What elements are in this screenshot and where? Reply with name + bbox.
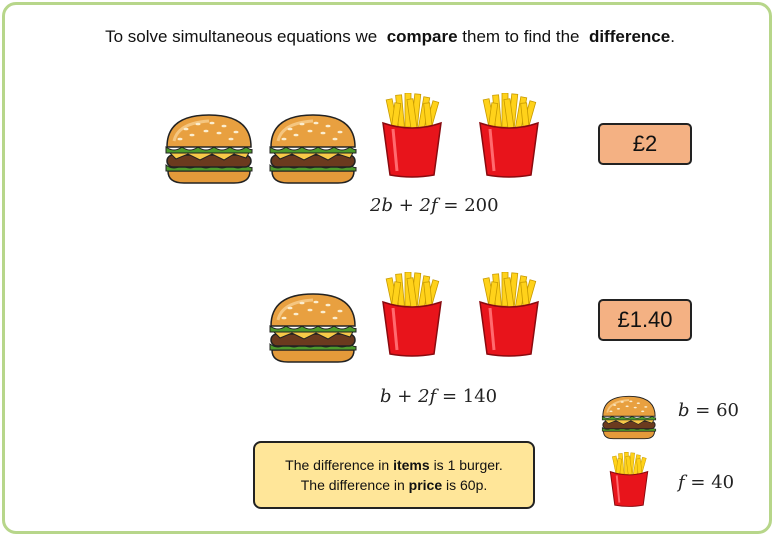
callout-line2-post: is 60p. xyxy=(446,477,488,493)
heading-text-2: them to find the xyxy=(462,27,580,46)
result-equals-b: = xyxy=(695,400,711,421)
eq2-term-f: 2f xyxy=(418,386,437,407)
result-value-b: 60 xyxy=(716,400,739,421)
fries-icon xyxy=(381,93,443,179)
heading-bold-difference: difference xyxy=(588,27,671,46)
eq1-term-f: 2f xyxy=(419,195,438,216)
result-burger-equation xyxy=(678,400,739,421)
eq2-rhs: 140 xyxy=(462,386,498,407)
eq2-equals: = xyxy=(441,386,458,407)
result-var-b: b xyxy=(678,400,690,421)
burger-icon xyxy=(601,395,657,440)
callout-line1-post: is 1 burger. xyxy=(433,457,503,473)
price-box-row2: £1.40 xyxy=(598,299,692,341)
fries-icon xyxy=(381,272,443,358)
burger-icon xyxy=(268,113,358,185)
result-var-f: f xyxy=(678,472,685,493)
fries-icon xyxy=(478,93,540,179)
eq1-rhs: 200 xyxy=(464,195,499,216)
eq1-term-b: 2b xyxy=(370,195,393,216)
eq2-term-b: b xyxy=(380,386,392,407)
result-value-f: 40 xyxy=(711,472,735,493)
price-box-row1: £2 xyxy=(598,123,692,165)
heading-bold-compare: compare xyxy=(386,27,458,46)
callout-line2-bold: price xyxy=(408,477,443,493)
callout-line1-bold: items xyxy=(393,457,430,473)
result-fries-equation xyxy=(678,472,734,493)
eq1-plus: + xyxy=(398,195,414,216)
heading xyxy=(0,27,780,47)
difference-callout xyxy=(253,441,535,509)
fries-icon xyxy=(478,272,540,358)
callout-line-1 xyxy=(255,455,533,475)
callout-line-2 xyxy=(255,475,533,495)
result-equals-f: = xyxy=(690,472,706,493)
burger-icon xyxy=(268,292,358,364)
callout-line2-pre: The difference in xyxy=(300,477,405,493)
equation-row1 xyxy=(370,195,499,216)
heading-text-3: . xyxy=(670,27,675,46)
fries-icon xyxy=(609,452,649,508)
equation-row2 xyxy=(380,386,497,407)
callout-line1-pre: The difference in xyxy=(285,457,390,473)
eq2-plus: + xyxy=(397,386,413,407)
burger-icon xyxy=(164,113,254,185)
heading-text-1: To solve simultaneous equations we xyxy=(105,27,378,46)
eq1-equals: = xyxy=(443,195,459,216)
